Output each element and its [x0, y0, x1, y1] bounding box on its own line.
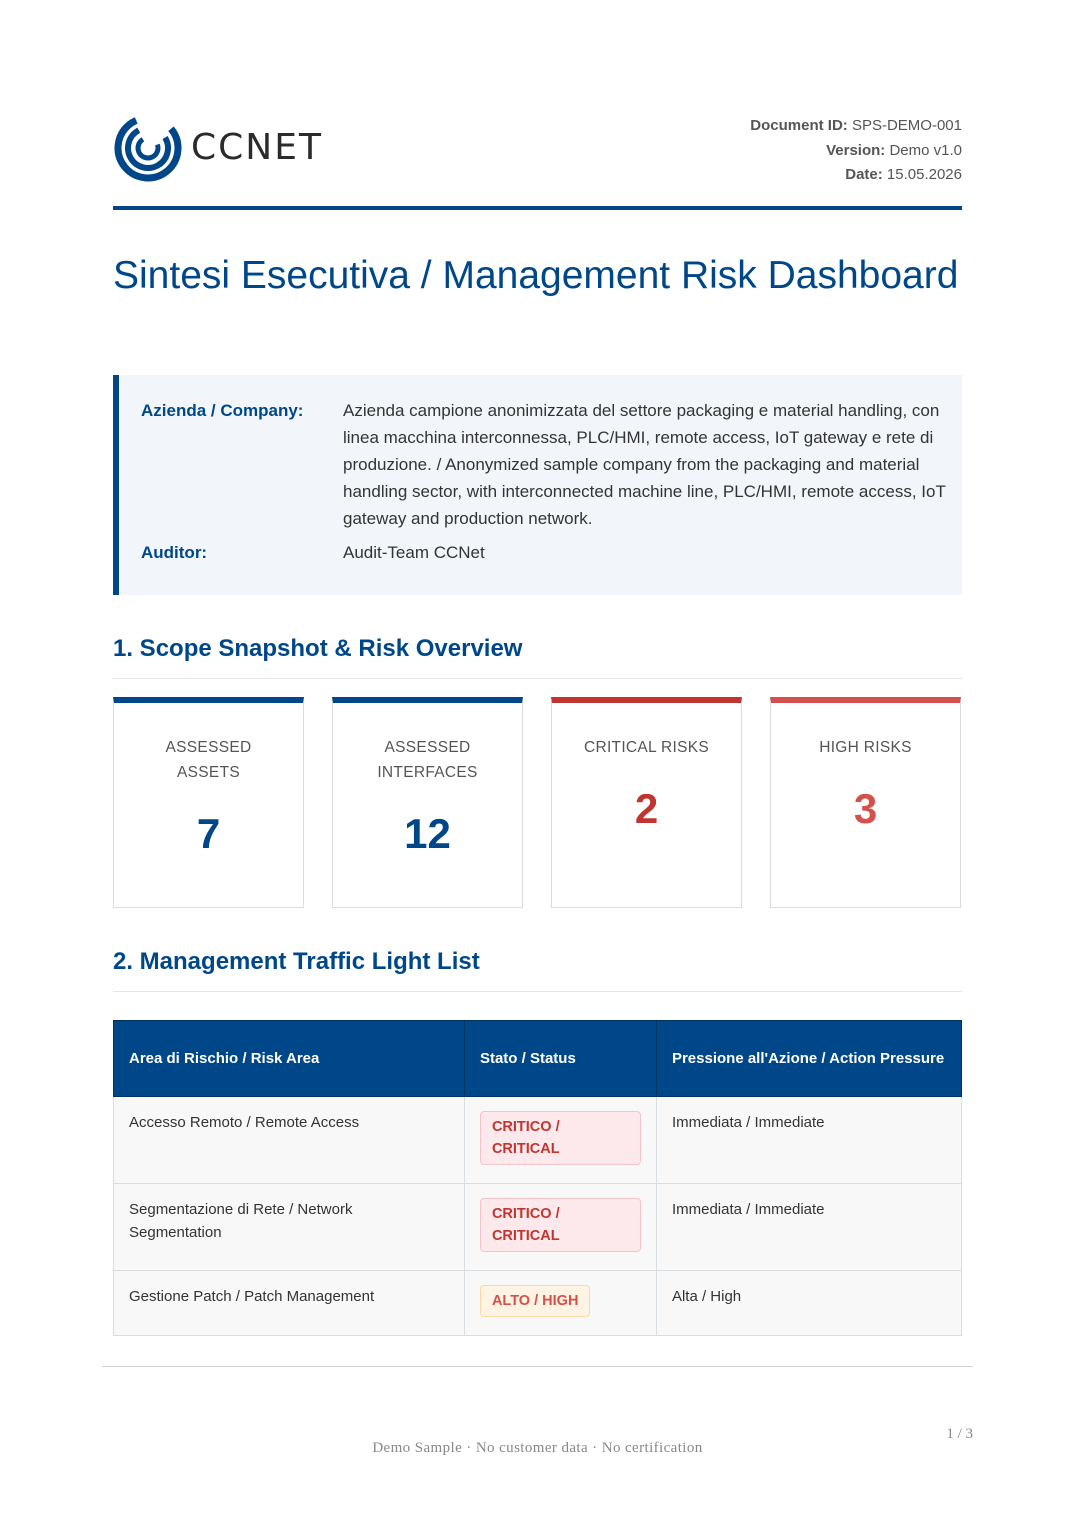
- document-id: SPS-DEMO-001: [851, 117, 962, 134]
- document-header: [113, 112, 962, 208]
- date: 15.05.2026: [886, 166, 962, 183]
- auditor-label: Auditor:: [141, 543, 208, 562]
- risk-area-cell: Segmentazione di Rete / Network Segmentation: [114, 1184, 465, 1271]
- document-id-label: Document ID:: [750, 117, 848, 134]
- risk-table: [113, 1020, 962, 1336]
- action-pressure-cell: Immediata / Immediate: [656, 1097, 961, 1184]
- table-row: [114, 1184, 962, 1271]
- footer-divider: [102, 1366, 973, 1367]
- company-value: Azienda campione anonimizzata del settore packaging e material handling, con linea macchina interconnessa, PLC/HMI, remote access, IoT gateway e rete di produzione. / Anonymized sample company from the packaging and material handling sector, with interconnected machine line, PLC/HMI, remote access, IoT gateway and production network.: [343, 401, 946, 528]
- kpi-label: CRITICAL RISKS: [583, 739, 710, 756]
- status-badge: CRITICO / CRITICAL: [480, 1111, 641, 1165]
- footer-disclaimer: Demo Sample · No customer data · No certification: [372, 1440, 703, 1456]
- kpi-label: ASSESSED ASSETS: [165, 739, 252, 781]
- kpi-label: ASSESSED INTERFACES: [377, 739, 478, 781]
- section-divider: [113, 678, 962, 679]
- kpi-value: 7: [196, 810, 221, 857]
- status-cell: [464, 1271, 656, 1336]
- ccnet-logo-icon: [113, 112, 185, 184]
- kpi-critical-risks: [551, 697, 742, 908]
- company-row: [141, 397, 961, 537]
- company-label: Azienda / Company:: [141, 401, 304, 420]
- kpi-assessed-interfaces: [332, 697, 523, 908]
- status-badge: CRITICO / CRITICAL: [480, 1198, 641, 1252]
- section-title-scope: 1. Scope Snapshot & Risk Overview: [113, 635, 523, 662]
- column-header-status: Stato / Status: [464, 1021, 656, 1097]
- kpi-label: HIGH RISKS: [819, 739, 912, 756]
- document-meta: [750, 114, 962, 188]
- page-title: Sintesi Esecutiva / Management Risk Dashboard: [113, 254, 959, 297]
- auditor-row: [141, 539, 961, 569]
- version: Demo v1.0: [889, 141, 962, 159]
- auditor-value: Audit-Team CCNet: [343, 543, 485, 562]
- risk-area-cell: Gestione Patch / Patch Management: [114, 1271, 465, 1336]
- kpi-value: 3: [853, 785, 878, 832]
- kpi-assessed-assets: [113, 697, 304, 908]
- status-cell: [464, 1097, 656, 1184]
- status-cell: [464, 1184, 656, 1271]
- kpi-value: 2: [634, 785, 659, 832]
- version-label: Version:: [826, 141, 886, 159]
- status-badge: ALTO / HIGH: [480, 1285, 590, 1317]
- page-number: 1 / 3: [946, 1426, 973, 1442]
- section-title-traffic-light: 2. Management Traffic Light List: [113, 948, 480, 975]
- table-row: [114, 1271, 962, 1336]
- column-header-action-pressure: Pressione all'Azione / Action Pressure: [656, 1021, 961, 1097]
- table-row: [114, 1097, 962, 1184]
- action-pressure-cell: Alta / High: [656, 1271, 961, 1336]
- kpi-value: 12: [404, 810, 451, 857]
- logo-wordmark: CCNET: [191, 127, 323, 168]
- section-divider: [113, 991, 962, 992]
- risk-area-cell: Accesso Remoto / Remote Access: [114, 1097, 465, 1184]
- header-divider: [113, 206, 962, 210]
- ccnet-logo: [113, 112, 333, 184]
- kpi-high-risks: [770, 697, 961, 908]
- action-pressure-cell: Immediata / Immediate: [656, 1184, 961, 1271]
- company-info-box: [113, 375, 962, 595]
- table-header-row: [114, 1021, 962, 1097]
- date-label: Date:: [845, 166, 883, 183]
- column-header-risk-area: Area di Rischio / Risk Area: [114, 1021, 465, 1097]
